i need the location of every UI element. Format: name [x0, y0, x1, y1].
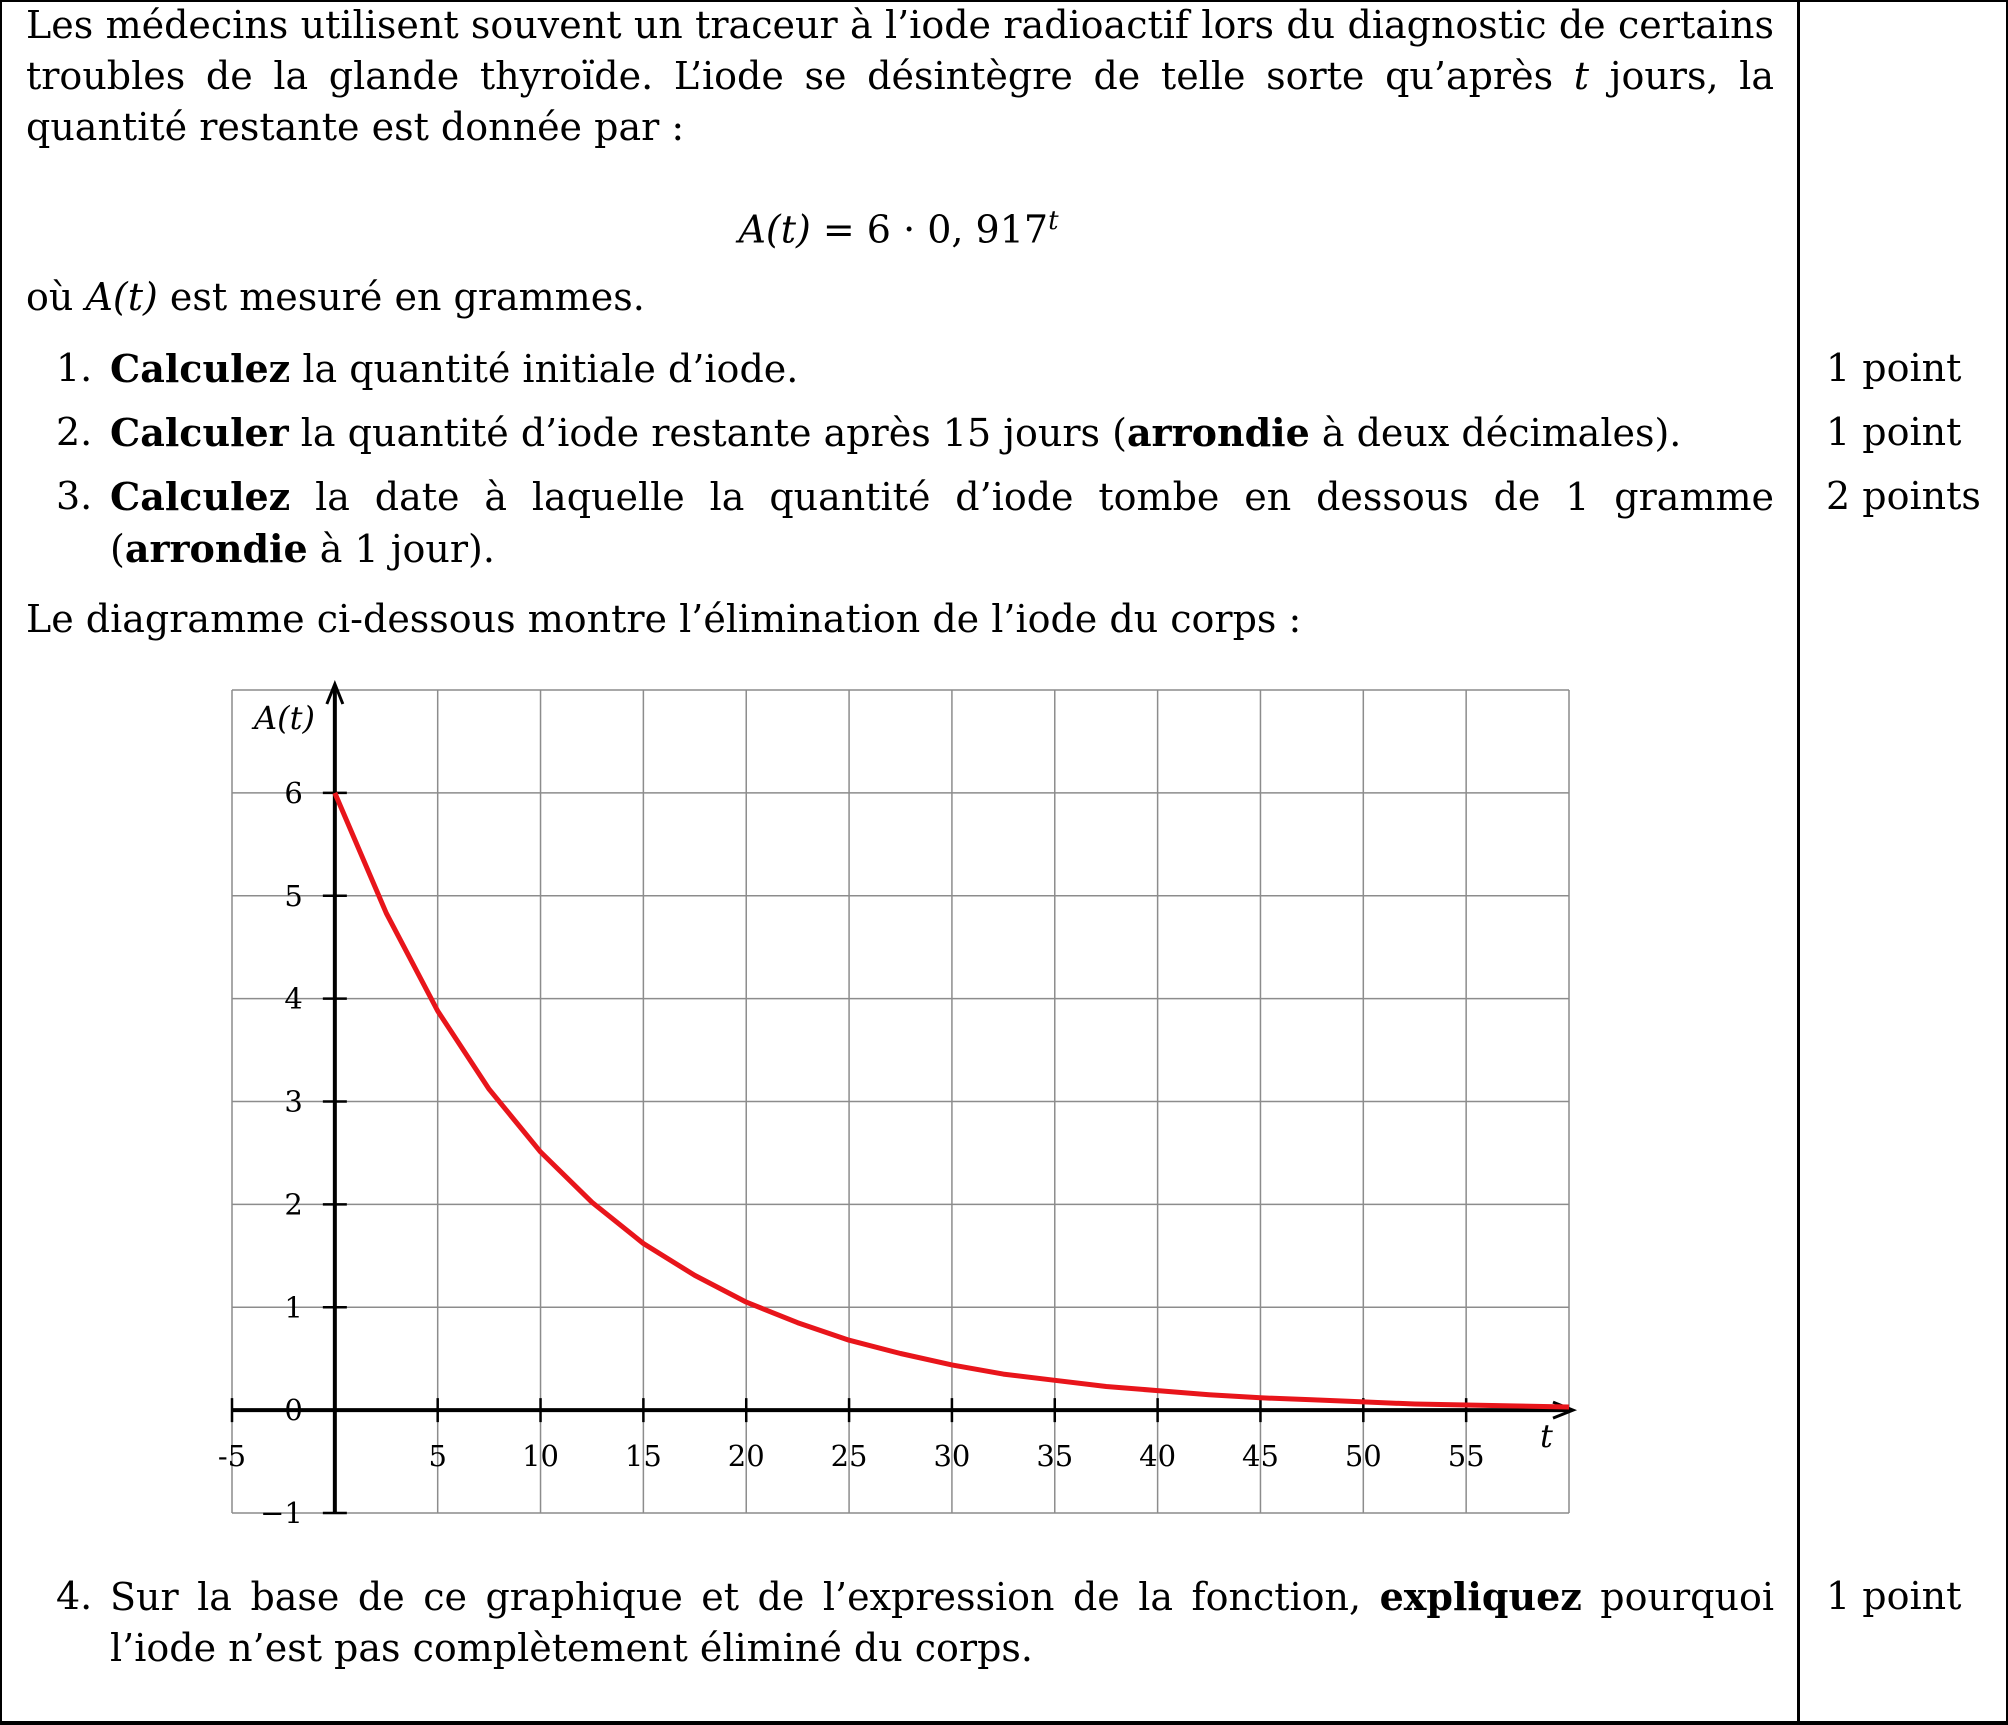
x-tick-label: 25 — [830, 1439, 868, 1474]
y-tick-label: 0 — [284, 1393, 303, 1428]
question-number: 1. — [56, 346, 93, 390]
intro-text-1: Les médecins utilisent souvent un traceur à l’iode radioactif lors du diagnostic de certains troubles de la glande thyroïde. L’iode se désintègre de telle sorte qu’après — [26, 3, 1774, 98]
formula-lhs: A(t) — [738, 207, 811, 252]
chart-ticks — [218, 776, 1485, 1530]
question-text-end: à 1 jour). — [307, 527, 495, 571]
x-tick-label: 20 — [727, 1439, 765, 1474]
points-question-2: 1 point — [1826, 410, 1962, 454]
question-text-end: à deux décimales). — [1309, 411, 1682, 455]
unit-variable: A(t) — [85, 275, 158, 319]
diagram-caption: Le diagramme ci-dessous montre l’élimination de l’iode du corps : — [26, 597, 1302, 641]
question-4 — [26, 1571, 1774, 1673]
formula-rhs: = 6 · 0, 917 — [810, 207, 1049, 252]
y-axis-label: A(t) — [254, 699, 315, 737]
points-question-1: 1 point — [1826, 346, 1962, 390]
question-verb: Calculez — [110, 346, 291, 391]
x-tick-label: 40 — [1139, 1439, 1177, 1474]
question-text-start: Sur la base de ce graphique et de l’expression de la fonction, — [110, 1575, 1380, 1619]
question-verb: expliquez — [1379, 1574, 1582, 1619]
y-tick-label: 5 — [284, 878, 303, 913]
x-tick-label: 30 — [933, 1439, 971, 1474]
question-text: la quantité d’iode restante après 15 jours ( — [288, 411, 1127, 455]
question-verb: Calculez — [110, 474, 291, 519]
y-tick-label: 1 — [284, 1290, 303, 1325]
x-tick-label: 50 — [1344, 1439, 1382, 1474]
x-tick-label: 15 — [624, 1439, 662, 1474]
unit-prefix: où — [26, 275, 86, 319]
x-tick-label: 5 — [428, 1439, 447, 1474]
formula-exponent: t — [1048, 206, 1059, 236]
intro-text-2: jours, la quantité restante est donnée par : — [26, 54, 1774, 149]
question-number: 4. — [56, 1574, 93, 1618]
y-tick-label: 4 — [284, 981, 303, 1016]
chart-axes — [232, 684, 1573, 1513]
question-text: la date à laquelle la quantité d’iode tombe en dessous de 1 gramme ( — [110, 475, 1774, 571]
points-question-4: 1 point — [1826, 1574, 1962, 1618]
question-text: la quantité initiale d’iode. — [290, 347, 799, 391]
question-text: pourquoi l’iode n’est pas complètement éliminé du corps. — [110, 1575, 1774, 1670]
intro-variable-t: t — [1573, 54, 1590, 98]
x-tick-label: -5 — [217, 1439, 247, 1474]
question-emphasis: arrondie — [124, 526, 308, 571]
question-number: 2. — [56, 410, 93, 454]
question-verb: Calculer — [110, 410, 289, 455]
question-number: 3. — [56, 474, 93, 518]
y-tick-label: 6 — [284, 775, 303, 810]
y-tick-label: −1 — [260, 1496, 303, 1530]
x-axis-label: t — [1540, 1417, 1553, 1455]
unit-suffix: est mesuré en grammes. — [157, 275, 645, 319]
y-tick-label: 3 — [284, 1084, 303, 1119]
question-emphasis: arrondie — [1126, 410, 1310, 455]
x-tick-label: 55 — [1447, 1439, 1485, 1474]
x-tick-label: 45 — [1242, 1439, 1279, 1474]
x-tick-label: 10 — [522, 1439, 559, 1474]
chart-grid — [232, 690, 1569, 1513]
points-question-3: 2 points — [1826, 474, 1981, 518]
y-tick-label: 2 — [284, 1187, 303, 1222]
x-tick-label: 35 — [1036, 1439, 1074, 1474]
